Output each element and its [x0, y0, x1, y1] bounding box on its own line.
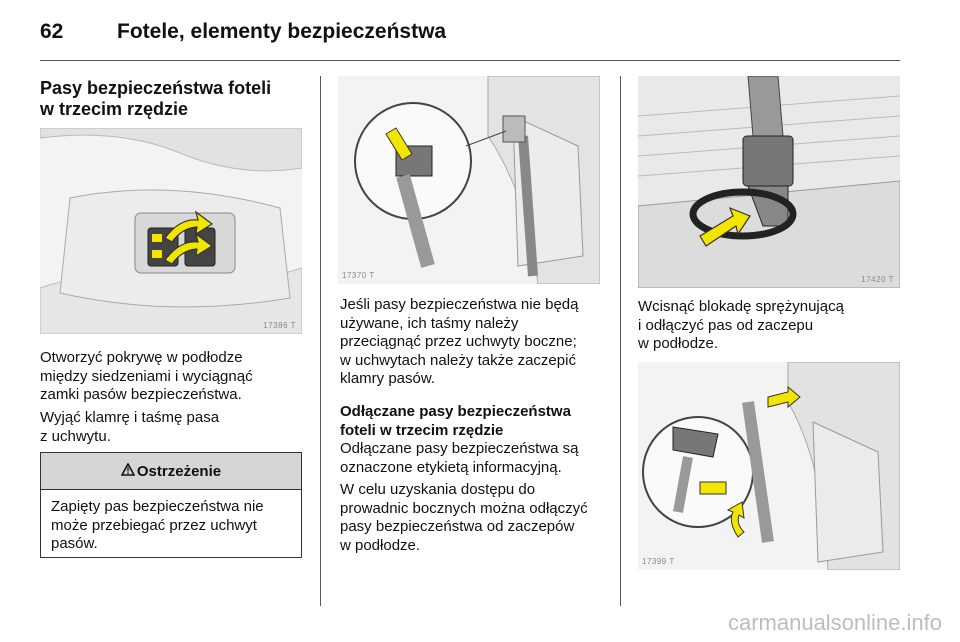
- column-divider-left: [320, 76, 321, 606]
- column-divider-right: [620, 76, 621, 606]
- image-code: 17399 T: [642, 557, 675, 566]
- illustration-floor-cover: [40, 128, 302, 334]
- section-title: Pasy bezpieczeństwa foteli w trzecim rzędzie: [40, 78, 272, 119]
- access-paragraph: W celu uzyskania dostępu do prowadnic bocznych można odłączyć pasy bezpieczeństwa od zaczepów w podłodze.: [340, 481, 588, 554]
- illustration-floor-anchor: [638, 76, 900, 288]
- warning-title: Ostrzeżenie: [136, 462, 222, 480]
- warning-header: [41, 453, 301, 490]
- holder-paragraph: Jeśli pasy bezpieczeństwa nie będą używane, ich taśmy należy przeciągnąć przez uchwyty boczne; w uchwytach należy także zaczepić klamry pasów.: [340, 296, 579, 387]
- illustration-belt-routing: [638, 362, 900, 570]
- label-paragraph: Odłączane pasy bezpieczeństwa są oznaczone etykietą informacyjną.: [340, 440, 579, 476]
- release-paragraph: Wcisnąć blokadę sprężynującą i odłączyć pas od zaczepu w podłodze.: [638, 298, 844, 352]
- instruction-paragraph-1: Otworzyć pokrywę w podłodze między siedzeniami i wyciągnąć zamki pasów bezpieczeństwa.: [40, 349, 253, 403]
- warning-text: Zapięty pas bezpieczeństwa nie może przebiegać przez uchwyt pasów.: [51, 498, 264, 552]
- illustration-side-holder: [338, 76, 600, 284]
- image-code: 17420 T: [861, 275, 894, 284]
- warning-box: [40, 452, 302, 558]
- header-rule: [40, 60, 900, 61]
- detachable-belts-subheading: Odłączane pasy bezpieczeństwa foteli w trzecim rzędzie: [340, 403, 571, 439]
- chapter-title: Fotele, elementy bezpieczeństwa: [117, 20, 447, 43]
- page-number: 62: [40, 20, 64, 43]
- watermark: carmanualsonline.info: [727, 610, 942, 635]
- image-code: 17370 T: [342, 271, 375, 280]
- image-code: 17386 T: [263, 321, 296, 330]
- instruction-paragraph-2: Wyjąć klamrę i taśmę pasa z uchwytu.: [40, 409, 220, 445]
- warning-triangle-icon: [121, 463, 135, 480]
